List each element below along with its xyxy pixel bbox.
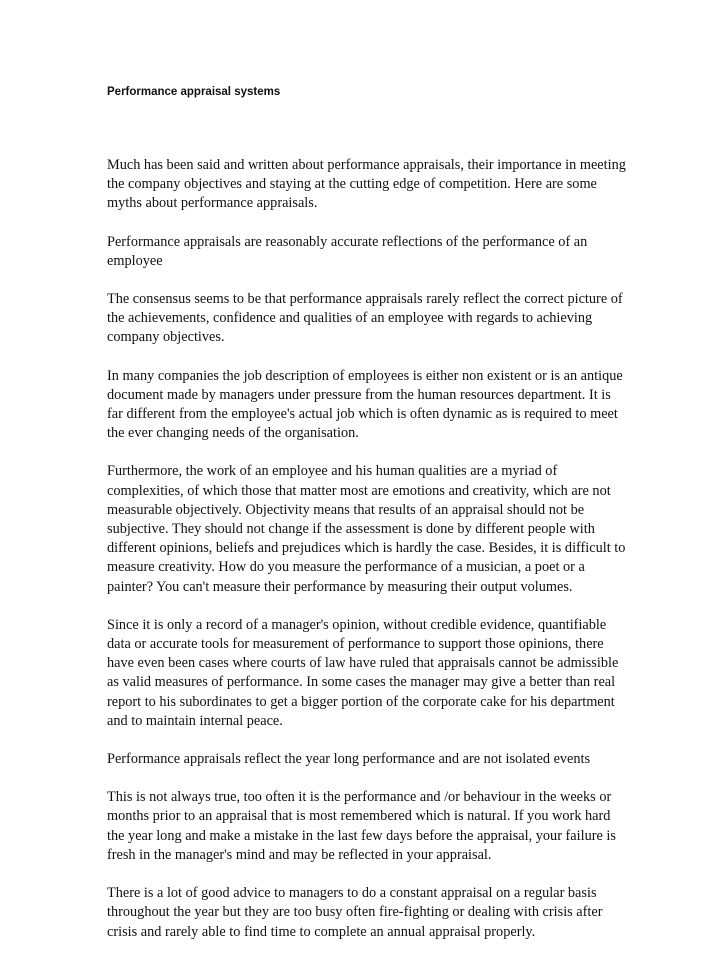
paragraph-myth-heading-accuracy: Performance appraisals are reasonably accurate reflections of the performance of an employee xyxy=(107,233,588,269)
paragraph-consensus: The consensus seems to be that performance appraisals rarely reflect the correct picture of the achievements, confidence and qualities of an employee with regards to achieving company objectives. xyxy=(107,291,623,346)
document-title: Performance appraisal systems xyxy=(107,86,281,98)
paragraph-intro: Much has been said and written about performance appraisals, their importance in meeting the company objectives and staying at the cutting edge of competition. Here are some myths about performance appraisals. xyxy=(107,157,626,212)
paragraph-complexities: Furthermore, the work of an employee and his human qualities are a myriad of complexities, of which those that matter most are emotions and creativity, which are not measurable objectively. Objectivity means that results of an appraisal should not be subjective. They should not change if the assessment is done by different people with different opinions, beliefs and prejudices which is hardly the case. Besides, it is difficult to measure creativity. How do you measure the performance of a musician, a poet or a painter? You can't measure their performance by measuring their output volumes. xyxy=(107,463,626,595)
paragraph-manager-opinion: Since it is only a record of a manager's opinion, without credible evidence, quantifiable data or accurate tools for measurement of performance to support those opinions, there have even been cases where courts of law have ruled that appraisals cannot be admissible as valid measures of performance. In some cases the manager may give a better than real report to his subordinates to get a bigger portion of the corporate cake for his department and to maintain internal peace. xyxy=(107,616,619,729)
paragraph-myth-heading-year-long: Performance appraisals reflect the year long performance and are not isolated events xyxy=(107,751,591,768)
paragraph-constant-appraisal: There is a lot of good advice to managers to do a constant appraisal on a regular basis throughout the year but they are too busy often fire-fighting or dealing with crisis after crisis and rarely able to find time to complete an annual appraisal properly. xyxy=(107,885,603,940)
paragraph-job-description: In many companies the job description of employees is either non existent or is an antique document made by managers under pressure from the human resources department. It is far different from the employee's actual job which is often dynamic as is required to meet the ever changing needs of the organisation. xyxy=(107,367,623,442)
paragraph-recent-behaviour: This is not always true, too often it is the performance and /or behaviour in the weeks or months prior to an appraisal that is most remembered which is natural. If you work hard the year long and make a mistake in the last few days before the appraisal, your failure is fresh in the manager's mind and may be reflected in your appraisal. xyxy=(107,789,616,863)
document-body xyxy=(107,156,627,961)
